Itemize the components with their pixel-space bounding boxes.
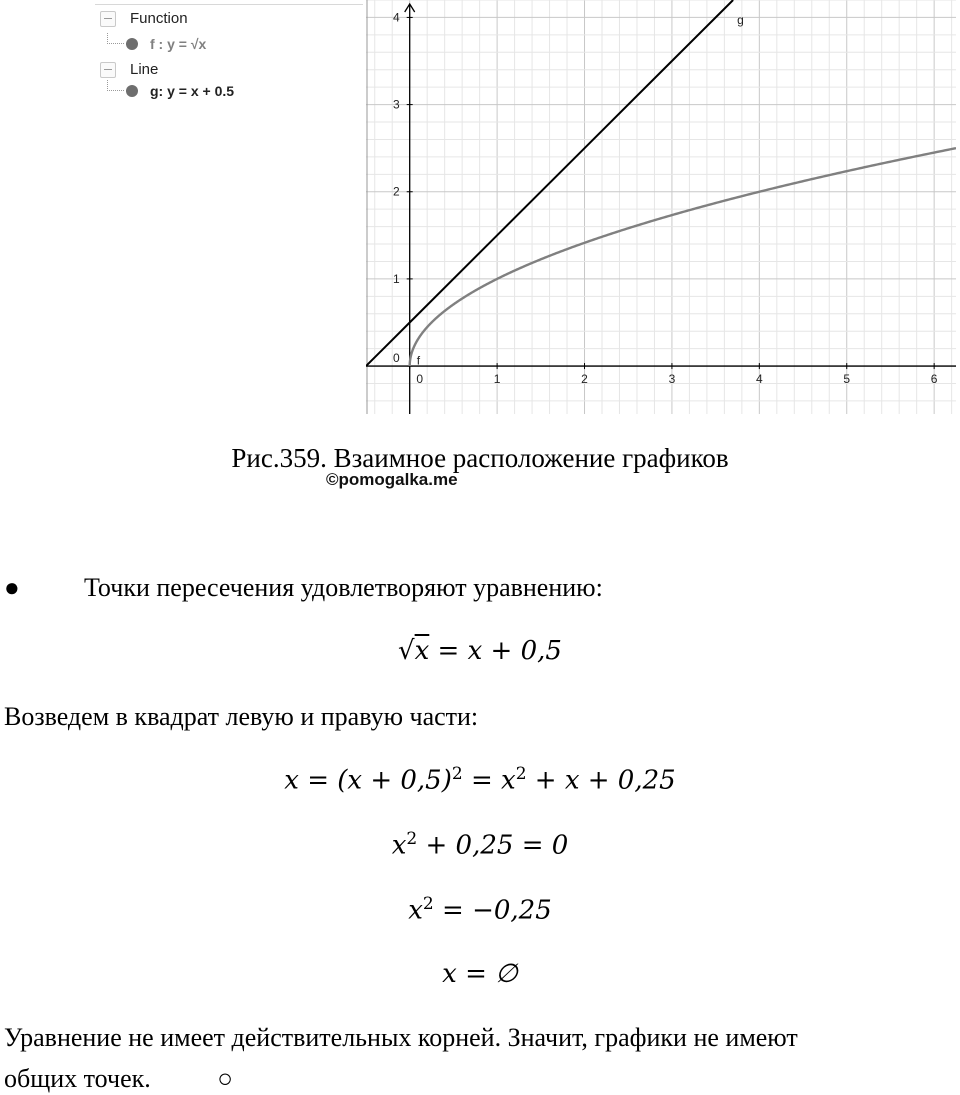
visibility-dot-icon[interactable] [126,85,138,97]
eq2-main: x = (x + 0,5) [284,765,452,796]
x-tick-label: 5 [843,372,851,387]
eq3-var: x [391,830,407,861]
bullet-icon: ● [4,573,20,602]
equation-2 [0,764,960,796]
eq4-rest: = −0,25 [433,895,552,926]
collapse-icon[interactable] [100,62,116,78]
y-tick-label: 4 [393,10,400,25]
conclusion-line-2 [4,1064,233,1094]
equation-3 [0,829,960,861]
x-tick-label: 0 [416,372,424,387]
line-group[interactable] [100,61,158,78]
x-tick-label: 2 [581,372,588,387]
function-group[interactable] [100,10,188,27]
graphics-view[interactable] [366,0,956,414]
x-tick-label: 4 [755,372,763,387]
eq4-var: x [408,895,423,926]
series-f-curve [410,148,956,366]
line-definition: g: y = x + 0.5 [150,83,235,99]
tree-branch [107,80,124,91]
eq2-mid: = x [462,765,516,796]
series-f-label: f [416,353,421,368]
eq3-rest: + 0,25 = 0 [417,830,569,861]
function-group-label: Function [130,10,188,27]
end-mark-icon: ○ [217,1064,233,1093]
plots [366,0,956,367]
eq4-exponent: 2 [422,894,434,914]
function-item[interactable] [107,36,206,52]
equation-1 [0,636,960,666]
radicand: x [414,636,430,666]
x-tick-label: 6 [930,372,938,387]
figure-caption: Рис.359. Взаимное расположение графиков [231,443,729,473]
x-tick-label: 3 [668,372,676,387]
eq2-exponent: 2 [451,764,463,784]
sqrt-sign: √ [398,636,415,666]
conclusion-line-1: Уравнение не имеет действительных корней. Значит, графики не имеют [4,1023,798,1052]
tree-branch [107,33,124,44]
y-tick-label: 2 [393,184,400,199]
intersection-sentence: Точки пересечения удовлетворяют уравнению: [84,573,603,602]
grid [366,0,956,414]
line-group-label: Line [130,61,159,78]
collapse-icon[interactable] [100,11,116,27]
series-g-label: g [737,13,744,27]
equation-5: x = ∅ [442,959,518,989]
equation-4 [0,894,960,926]
square-sentence: Возведем в квадрат левую и правую части: [4,702,479,731]
x-tick-label: 1 [493,372,501,387]
y-tick-label: 3 [393,97,400,112]
eq2-exponent-2: 2 [515,764,527,784]
y-tick-label: 1 [393,271,400,286]
watermark: ©pomogalka.me [326,470,458,489]
eq1-right: = x + 0,5 [429,636,562,666]
eq3-exponent: 2 [406,829,418,849]
eq2-tail: + x + 0,25 [526,765,676,796]
function-definition: f : y = √x [150,36,207,52]
line-item[interactable] [107,83,234,99]
conclusion-text: общих точек. [4,1064,151,1093]
algebra-view [95,0,365,110]
visibility-dot-icon[interactable] [126,38,138,50]
panel-divider [95,4,363,5]
y-tick-label: 0 [393,351,400,366]
